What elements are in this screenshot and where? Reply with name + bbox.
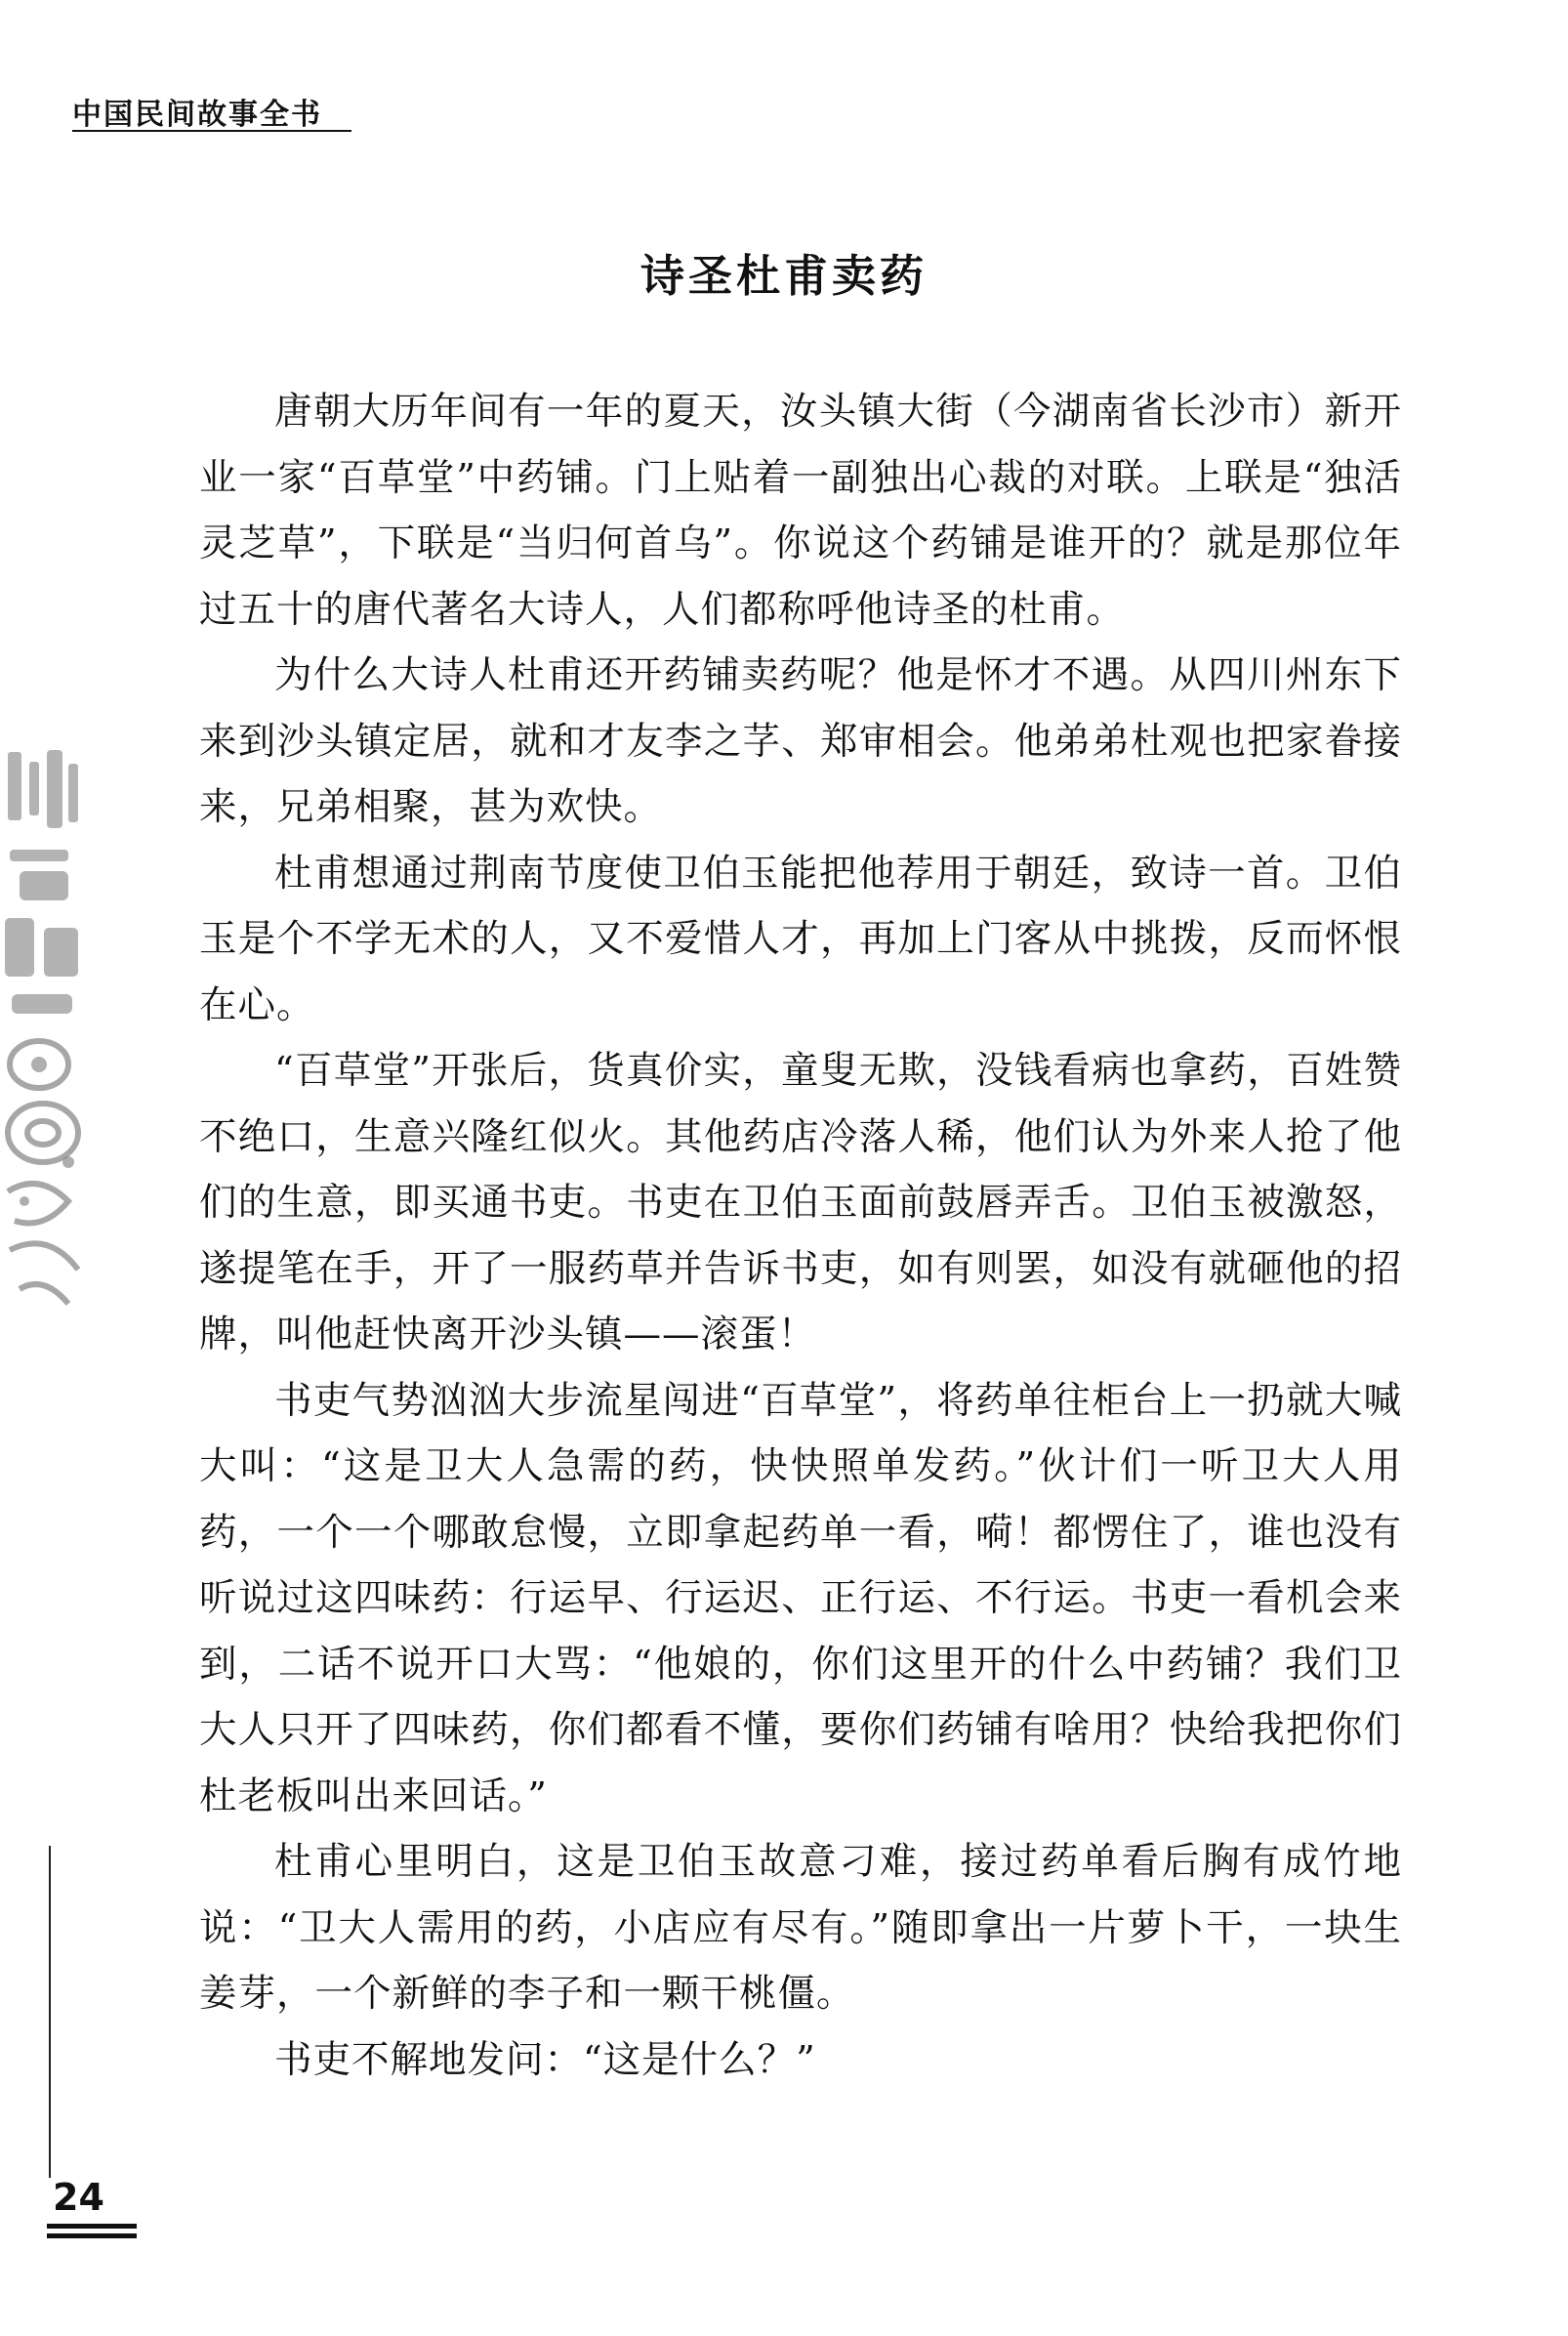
paragraph-2: 为什么大诗人杜甫还开药铺卖药呢？他是怀才不遇。从四川州东下来到沙头镇定居，就和才友李之芓、郑审相会。他弟弟杜观也把家眷接来，兄弟相聚，甚为欢快。 <box>199 653 1402 829</box>
paragraph-3: 杜甫想通过荆南节度使卫伯玉能把他荐用于朝廷，致诗一首。卫伯玉是个不学无术的人，又不爱惜人才，再加上门客从中挑拨，反而怀恨在心。 <box>199 851 1402 1027</box>
story-title: 诗圣杜甫卖药 <box>640 250 928 302</box>
header-rule <box>72 130 351 132</box>
decorative-margin-ornament <box>0 742 94 1318</box>
paragraph-6: 杜甫心里明白，这是卫伯玉故意刁难，接过药单看后胸有成竹地说：“卫大人需用的药，小店应有尽有。”随即拿出一片萝卜干，一块生姜芽，一个新鲜的李子和一颗干桃僵。 <box>199 1840 1402 2016</box>
footer-bars <box>47 2224 137 2243</box>
running-header: 中国民间故事全书 <box>72 98 322 132</box>
page-number: 24 <box>53 2176 104 2219</box>
paragraph-7: 书吏不解地发问：“这是什么？” <box>274 2037 816 2082</box>
story-body <box>199 379 1402 2093</box>
paragraph-4: “百草堂”开张后，货真价实，童叟无欺，没钱看病也拿药，百姓赞不绝口，生意兴隆红似火。其他药店冷落人稀，他们认为外来人抢了他们的生意，即买通书吏。书吏在卫伯玉面前鼓唇弄舌。卫伯玉被激怒，遂提笔在手，开了一服药草并告诉书吏，如有则罢，如没有就砸他的招牌，叫他赶快离开沙头镇——滚蛋！ <box>199 1049 1402 1356</box>
footer-bar <box>47 2224 137 2229</box>
footer-bar <box>47 2233 137 2238</box>
paragraph-5: 书吏气势汹汹大步流星闯进“百草堂”，将药单往柜台上一扔就大喊大叫：“这是卫大人急需的药，快快照单发药。”伙计们一听卫大人用药，一个一个哪敢怠慢，立即拿起药单一看，嗬！都愣住了，谁也没有听说过这四味药：行运早、行运迟、正行运、不行运。书吏一看机会来到，二话不说开口大骂：“他娘的，你们这里开的什么中药铺？我们卫大人只开了四味药，你们都看不懂，要你们药铺有啥用？快给我把你们杜老板叫出来回话。” <box>199 1378 1402 1818</box>
margin-rule <box>49 1846 51 2178</box>
paragraph-1: 唐朝大历年间有一年的夏天，汝头镇大街（今湖南省长沙市）新开业一家“百草堂”中药铺。门上贴着一副独出心裁的对联。上联是“独活灵芝草”，下联是“当归何首乌”。你说这个药铺是谁开的？就是那位年过五十的唐代著名大诗人，人们都称呼他诗圣的杜甫。 <box>199 390 1402 632</box>
